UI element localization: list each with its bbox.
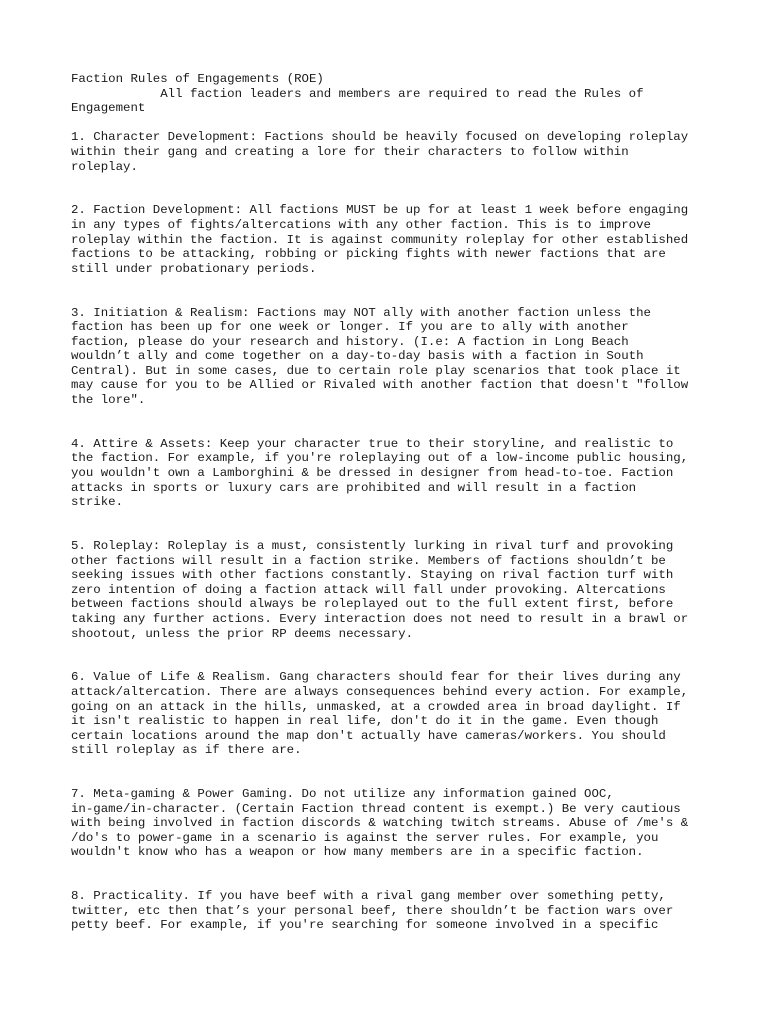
rule-line: Central). But in some cases, due to certain role play scenarios that took place it [71,363,681,378]
rule-line: shootout, unless the prior RP deems necessary. [71,626,414,641]
rule-line: roleplay within the faction. It is against community roleplay for other established [71,232,689,247]
rule-7-paragraph [71,787,711,860]
document-header [71,72,711,116]
rule-line: 1. Character Development: Factions should be heavily focused on developing roleplay [71,130,689,145]
rule-line: certain locations around the map don't actually have cameras/workers. You should [71,728,666,743]
rule-line: zero intention of doing a faction attack will fall under provoking. Altercations [71,582,666,597]
rule-line: the faction. For example, if you're roleplaying out of a low-income public housing, [71,451,689,466]
rule-line: you wouldn't own a Lamborghini & be dressed in designer from head-to-toe. Faction [71,466,674,481]
rule-1-paragraph [71,130,711,174]
document-subtitle-line: All faction leaders and members are required to read the Rules of [71,86,644,101]
rule-line: still under probationary periods. [71,261,317,276]
rule-line: seeking issues with other factions constantly. Staying on rival faction turf with [71,568,674,583]
rule-line: faction, please do your research and history. (I.e: A faction in Long Beach [71,334,629,349]
rule-line: with being involved in faction discords & watching twitch streams. Abuse of /me's & [71,816,689,831]
rule-line: twitter, etc then that’s your personal beef, there shouldn’t be faction wars over [71,903,674,918]
rule-8-paragraph [71,889,711,933]
rule-line: other factions will result in a faction strike. Members of factions shouldn’t be [71,553,666,568]
rule-line: 3. Initiation & Realism: Factions may NOT ally with another faction unless the [71,305,651,320]
rule-line: 4. Attire & Assets: Keep your character true to their storyline, and realistic to [71,436,674,451]
document-subtitle-line: Engagement [71,101,146,116]
rule-line: still roleplay as if there are. [71,743,302,758]
rule-line: attack/altercation. There are always consequences behind every action. For example, [71,684,689,699]
rule-5-paragraph [71,539,711,641]
rule-4-paragraph [71,437,711,510]
rule-line: in-game/in-character. (Certain Faction thread content is exempt.) Be very cautious [71,801,681,816]
rule-line: taking any further actions. Every interaction does not need to result in a brawl or [71,611,689,626]
rule-line: between factions should always be roleplayed out to the full extent first, before [71,597,674,612]
rule-line: petty beef. For example, if you're searching for someone involved in a specific [71,918,659,933]
rule-line: factions to be attacking, robbing or picking fights with newer factions that are [71,247,666,262]
rule-line: strike. [71,495,124,510]
rule-line: wouldn’t ally and come together on a day-to-day basis with a faction in South [71,349,644,364]
rule-line: may cause for you to be Allied or Rivaled with another faction that doesn't "follow [71,378,689,393]
rule-line: /do's to power-game in a scenario is against the server rules. For example, you [71,830,659,845]
rule-line: 8. Practicality. If you have beef with a rival gang member over something petty, [71,889,666,904]
rule-line: 7. Meta-gaming & Power Gaming. Do not utilize any information gained OOC, [71,787,614,802]
rule-line: 5. Roleplay: Roleplay is a must, consistently lurking in rival turf and provoking [71,539,674,553]
rule-line: 6. Value of Life & Realism. Gang characters should fear for their lives during any [71,670,681,685]
rule-line: within their gang and creating a lore for their characters to follow within [71,144,629,159]
rule-line: the lore". [71,393,146,408]
document-page [71,72,711,933]
rule-line: attacks in sports or luxury cars are prohibited and will result in a faction [71,480,637,495]
rule-line: in any types of fights/altercations with any other faction. This is to improve [71,217,651,232]
rule-line: roleplay. [71,159,138,174]
rule-line: it isn't realistic to happen in real life, don't do it in the game. Even though [71,714,659,729]
rule-line: 2. Faction Development: All factions MUST be up for at least 1 week before engaging [71,203,689,218]
document-title: Faction Rules of Engagements (ROE) [71,72,324,86]
rule-2-paragraph [71,203,711,276]
rule-line: faction has been up for one week or longer. If you are to ally with another [71,320,629,335]
rule-3-paragraph [71,306,711,408]
rule-line: going on an attack in the hills, unmasked, at a crowded area in broad daylight. If [71,699,681,714]
rule-line: wouldn't know who has a weapon or how many members are in a specific faction. [71,845,644,860]
rule-6-paragraph [71,670,711,758]
